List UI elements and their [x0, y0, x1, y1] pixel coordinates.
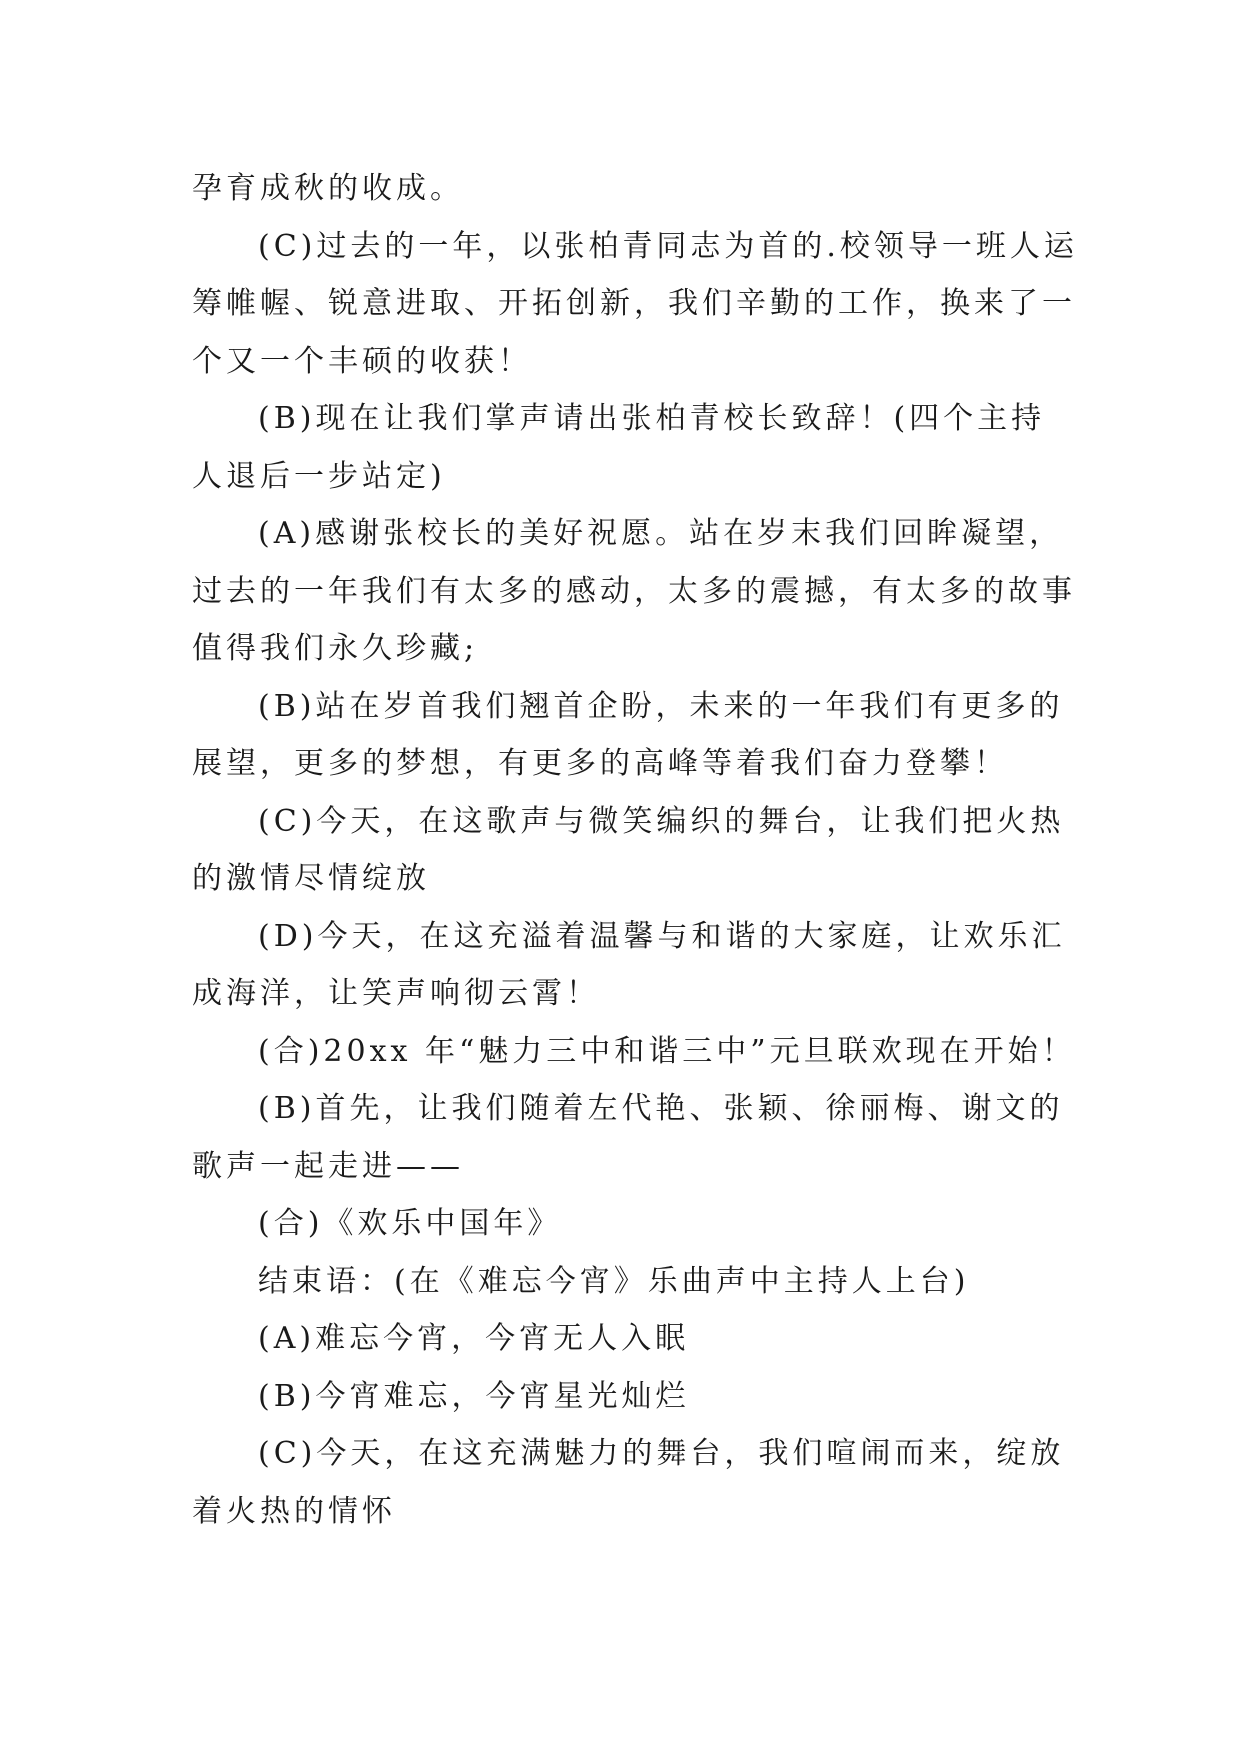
text-line: (B)首先，让我们随着左代艳、张颖、徐丽梅、谢文的 — [258, 1091, 1064, 1126]
text-line: 过去的一年我们有太多的感动，太多的震撼，有太多的故事 — [192, 573, 1076, 609]
text-line: (B)今宵难忘，今宵星光灿烂 — [258, 1378, 690, 1414]
text-line: 成海洋，让笑声响彻云霄！ — [192, 976, 600, 1011]
text-line: 值得我们永久珍藏; — [192, 631, 479, 666]
text-line: 的激情尽情绽放 — [192, 861, 430, 896]
document-page — [192, 160, 1078, 1540]
text-line: 歌声一起走进—— — [192, 1148, 464, 1184]
text-line: 筹帷幄、锐意进取、开拓创新，我们辛勤的工作，换来了一 — [192, 286, 1076, 321]
text-line: (C)过去的一年，以张柏青同志为首的.校领导一班人运 — [258, 228, 1078, 264]
text-line: 展望，更多的梦想，有更多的高峰等着我们奋力登攀！ — [192, 746, 1008, 781]
text-line: (C)今天，在这充满魅力的舞台，我们喧闹而来，绽放 — [258, 1436, 1065, 1471]
text-line: (A)难忘今宵，今宵无人入眠 — [258, 1321, 690, 1356]
text-line: (C)今天，在这歌声与微笑编织的舞台，让我们把火热 — [258, 803, 1065, 839]
text-line: (合)20xx 年“魅力三中和谐三中”元旦联欢现在开始！ — [258, 1033, 1076, 1069]
text-line: 孕育成秋的收成。 — [192, 171, 464, 206]
text-line: 着火热的情怀 — [192, 1493, 396, 1529]
text-line: (B)站在岁首我们翘首企盼，未来的一年我们有更多的 — [258, 688, 1064, 724]
text-line: 结束语：(在《难忘今宵》乐曲声中主持人上台) — [258, 1263, 970, 1299]
text-line: (A)感谢张校长的美好祝愿。站在岁末我们回眸凝望， — [258, 516, 1064, 551]
text-line: 人退后一步站定) — [192, 458, 446, 494]
text-line: 个又一个丰硕的收获！ — [192, 343, 532, 379]
text-line: (D)今天，在这充溢着温馨与和谐的大家庭，让欢乐汇 — [258, 918, 1066, 954]
text-line: (合)《欢乐中国年》 — [258, 1206, 562, 1241]
text-line: (B)现在让我们掌声请出张柏青校长致辞！(四个主持 — [258, 401, 1046, 436]
